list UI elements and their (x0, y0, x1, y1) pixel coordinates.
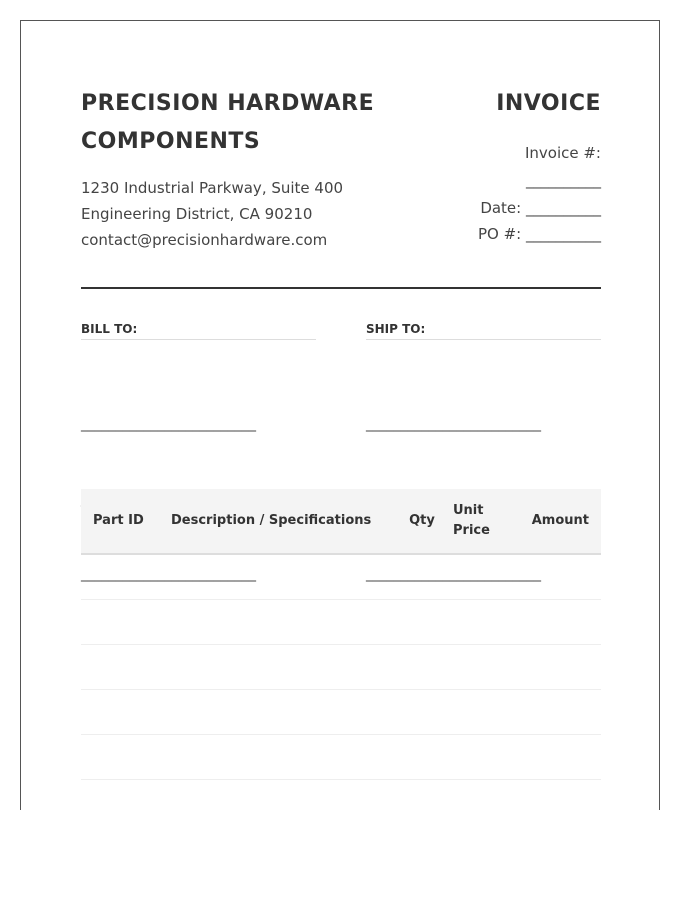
invoice-number-field: __________ (526, 171, 601, 189)
cell-qty (381, 645, 445, 690)
table-row (81, 735, 601, 780)
company-name-line-1: PRECISION HARDWARE (81, 91, 375, 116)
table-row (81, 645, 601, 690)
cell-unit-price (445, 600, 507, 645)
cell-unit-price (445, 645, 507, 690)
table-header-row (81, 489, 601, 554)
cell-description (159, 554, 381, 600)
cell-amount (507, 554, 601, 600)
ship-to-line: _________________________ (366, 566, 541, 582)
cell-amount (507, 645, 601, 690)
cell-description (159, 690, 381, 735)
header-part-id: Part ID (81, 489, 159, 554)
line-items-table (81, 489, 601, 780)
invoice-number-label: Invoice #: (524, 144, 601, 162)
ship-to-line: _________________________ (366, 416, 541, 432)
cell-unit-price (445, 735, 507, 780)
bill-to-line: _________________________ (81, 566, 256, 582)
header-unit-price: Unit Price (445, 489, 507, 554)
cell-qty (381, 600, 445, 645)
company-address (81, 175, 343, 253)
address-street: 1230 Industrial Parkway, Suite 400 (81, 179, 344, 197)
cell-unit-price (445, 690, 507, 735)
bill-to-line: _________________________ (81, 416, 256, 432)
table-row (81, 554, 601, 600)
cell-qty (381, 690, 445, 735)
cell-part-id (81, 690, 159, 735)
cell-part-id (81, 554, 159, 600)
cell-description (159, 735, 381, 780)
bill-to-label: BILL TO: (81, 321, 316, 340)
address-email: contact@precisionhardware.com (81, 231, 328, 249)
invoice-date-field: Date: __________ (480, 199, 601, 217)
cell-amount (507, 735, 601, 780)
ship-to-label: SHIP TO: (366, 321, 601, 340)
cell-qty (381, 735, 445, 780)
header-qty: Qty (381, 489, 445, 554)
company-name-line-2: COMPONENTS (81, 129, 261, 154)
table-row (81, 600, 601, 645)
header-description: Description / Specifications (159, 489, 381, 554)
cell-description (159, 645, 381, 690)
invoice-sheet (20, 20, 660, 810)
address-city: Engineering District, CA 90210 (81, 205, 313, 223)
cell-qty (381, 554, 445, 600)
cell-part-id (81, 600, 159, 645)
cell-part-id (81, 645, 159, 690)
cell-amount (507, 690, 601, 735)
invoice-meta (478, 141, 601, 247)
po-number-field: PO #: __________ (477, 225, 601, 243)
header-divider (81, 287, 601, 289)
cell-part-id (81, 735, 159, 780)
company-name (81, 85, 401, 161)
invoice-title: INVOICE (496, 91, 601, 116)
header-amount: Amount (507, 489, 601, 554)
cell-amount (507, 600, 601, 645)
table-row (81, 690, 601, 735)
cell-unit-price (445, 554, 507, 600)
cell-description (159, 600, 381, 645)
